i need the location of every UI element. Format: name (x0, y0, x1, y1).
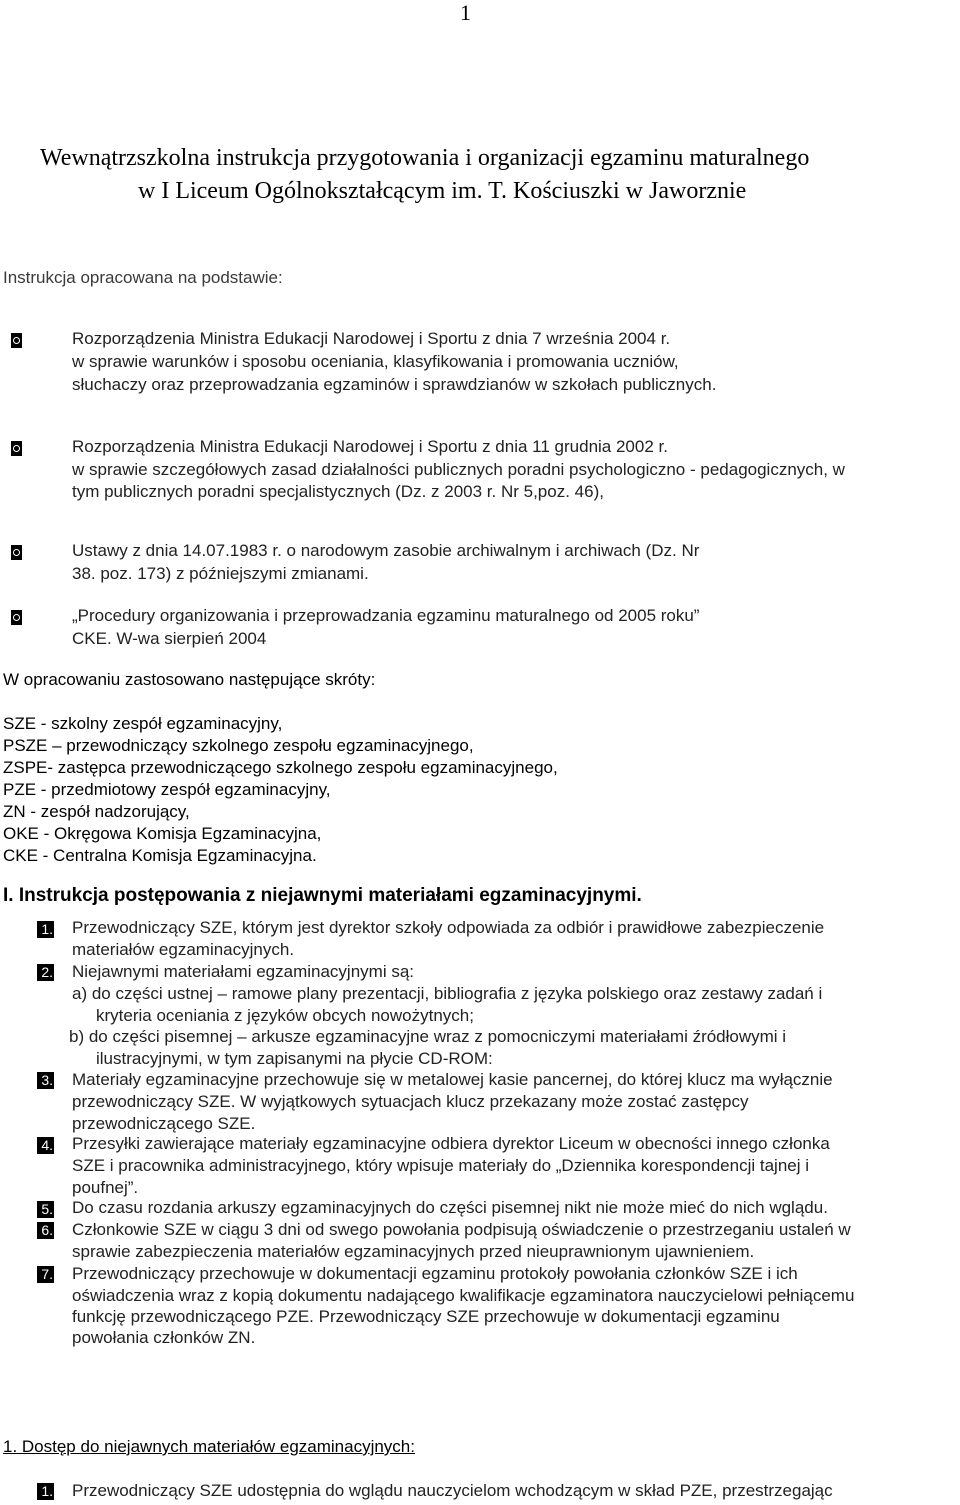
item-7-line-1: Przewodniczący przechowuje w dokumentacji egzaminu protokoły powołania członków SZE i ich (72, 1264, 798, 1283)
document-title-line-2: w I Liceum Ogólnokształcącym im. T. Kościuszki w Jaworznie (138, 178, 747, 204)
source-4-line-2: CKE. W-wa sierpień 2004 (72, 629, 267, 648)
item-5-line-1: Do czasu rozdania arkuszy egzaminacyjnych do części pisemnej nikt nie może mieć do nich wglądu. (72, 1198, 828, 1217)
item-2-line-5: ilustracyjnymi, w tym zapisanymi na płycie CD-ROM: (96, 1049, 493, 1068)
abbreviation-item: ZN - zespół nadzorujący, (3, 802, 190, 821)
item-3-line-3: przewodniczącego SZE. (72, 1114, 256, 1133)
item-6-line-2: sprawie zabezpieczenia materiałów egzaminacyjnych przed nieuprawnionym ujawnieniem. (72, 1242, 755, 1261)
abbreviation-item: ZSPE- zastępca przewodniczącego szkolnego zespołu egzaminacyjnego, (3, 758, 558, 777)
abbreviation-item: PSZE – przewodniczący szkolnego zespołu egzaminacyjnego, (3, 736, 474, 755)
item-7-line-2: oświadczenia wraz z kopią dokumentu nadającego kwalifikacje egzaminatora nauczycielowi pełniącemu (72, 1286, 855, 1305)
item-number-badge: 1. (37, 1483, 54, 1500)
basis-intro: Instrukcja opracowana na podstawie: (3, 268, 283, 287)
source-1-line-2: w sprawie warunków i sposobu oceniania, klasyfikowania i promowania uczniów, (72, 352, 679, 371)
abbreviation-item: PZE - przedmiotowy zespół egzaminacyjny, (3, 780, 331, 799)
item-number-badge: 5. (37, 1201, 54, 1218)
abbreviation-item: OKE - Okręgowa Komisja Egzaminacyjna, (3, 824, 322, 843)
item-6-line-1: Członkowie SZE w ciągu 3 dni od swego powołania podpisują oświadczenie o przestrzeganiu ustaleń w (72, 1220, 851, 1239)
item-4-line-1: Przesyłki zawierające materiały egzaminacyjne odbiera dyrektor Liceum w obecności innego członka (72, 1134, 830, 1153)
source-3-line-2: 38. poz. 173) z późniejszymi zmianami. (72, 564, 369, 583)
section-heading: I. Instrukcja postępowania z niejawnymi materiałami egzaminacyjnymi. (3, 885, 642, 906)
source-2-line-3: tym publicznych poradni specjalistycznych (Dz. z 2003 r. Nr 5,poz. 46), (72, 482, 604, 501)
source-1-line-1: Rozporządzenia Ministra Edukacji Narodowej i Sportu z dnia 7 września 2004 r. (72, 329, 671, 348)
source-1-line-3: słuchaczy oraz przeprowadzania egzaminów i sprawdzianów w szkołach publicznych. (72, 375, 717, 394)
item-2-line-2: a) do części ustnej – ramowe plany prezentacji, bibliografia z języka polskiego oraz zestawy zadań i (72, 984, 823, 1003)
item-1-line-2: materiałów egzaminacyjnych. (72, 940, 295, 959)
item-2-line-1: Niejawnymi materiałami egzaminacyjnymi są: (72, 962, 414, 981)
item-number-badge: 1. (37, 921, 54, 938)
item-number-badge: 7. (37, 1266, 54, 1283)
subsection-item-1-line-1: Przewodniczący SZE udostępnia do wglądu nauczycielom wchodzącym w skład PZE, przestrzegając (72, 1481, 833, 1500)
page-number: 1 (460, 0, 471, 25)
bullet-icon (11, 610, 22, 625)
item-4-line-2: SZE i pracownika administracyjnego, który wpisuje materiały do „Dziennika korespondencji tajnej i (72, 1156, 810, 1175)
item-2-line-4: b) do części pisemnej – arkusze egzaminacyjne wraz z pomocniczymi materiałami źródłowymi i (69, 1027, 787, 1046)
bullet-icon (11, 545, 22, 560)
source-4-line-1: „Procedury organizowania i przeprowadzania egzaminu maturalnego od 2005 roku” (72, 606, 700, 625)
abbreviation-item: CKE - Centralna Komisja Egzaminacyjna. (3, 846, 317, 865)
abbreviations-intro: W opracowaniu zastosowano następujące skróty: (3, 670, 376, 689)
item-3-line-1: Materiały egzaminacyjne przechowuje się w metalowej kasie pancernej, do której klucz ma wyłącznie (72, 1070, 833, 1089)
item-4-line-3: poufnej”. (72, 1178, 139, 1197)
item-number-badge: 6. (37, 1222, 54, 1239)
item-2-line-3: kryteria oceniania z języków obcych nowożytnych; (96, 1006, 474, 1025)
item-7-line-3: funkcję przewodniczącego PZE. Przewodniczący SZE przechowuje w dokumentacji egzaminu (72, 1307, 780, 1326)
item-number-badge: 2. (37, 964, 54, 981)
item-1-line-1: Przewodniczący SZE, którym jest dyrektor szkoły odpowiada za odbiór i prawidłowe zabezpieczenie (72, 918, 825, 937)
item-3-line-2: przewodniczący SZE. W wyjątkowych sytuacjach klucz przekazany może zostać zastępcy (72, 1092, 749, 1111)
abbreviation-item: SZE - szkolny zespół egzaminacyjny, (3, 714, 283, 733)
subsection-heading: 1. Dostęp do niejawnych materiałów egzaminacyjnych: (3, 1437, 415, 1456)
item-number-badge: 3. (37, 1072, 54, 1089)
item-number-badge: 4. (37, 1137, 54, 1154)
source-2-line-1: Rozporządzenia Ministra Edukacji Narodowej i Sportu z dnia 11 grudnia 2002 r. (72, 437, 668, 456)
item-7-line-4: powołania członków ZN. (72, 1328, 256, 1347)
source-3-line-1: Ustawy z dnia 14.07.1983 r. o narodowym zasobie archiwalnym i archiwach (Dz. Nr (72, 541, 700, 560)
bullet-icon (11, 333, 22, 348)
bullet-icon (11, 441, 22, 456)
document-title-line-1: Wewnątrzszkolna instrukcja przygotowania i organizacji egzaminu maturalnego (40, 145, 810, 171)
source-2-line-2: w sprawie szczegółowych zasad działalności publicznych poradni psychologiczno - pedagogicznych, w (72, 460, 845, 479)
